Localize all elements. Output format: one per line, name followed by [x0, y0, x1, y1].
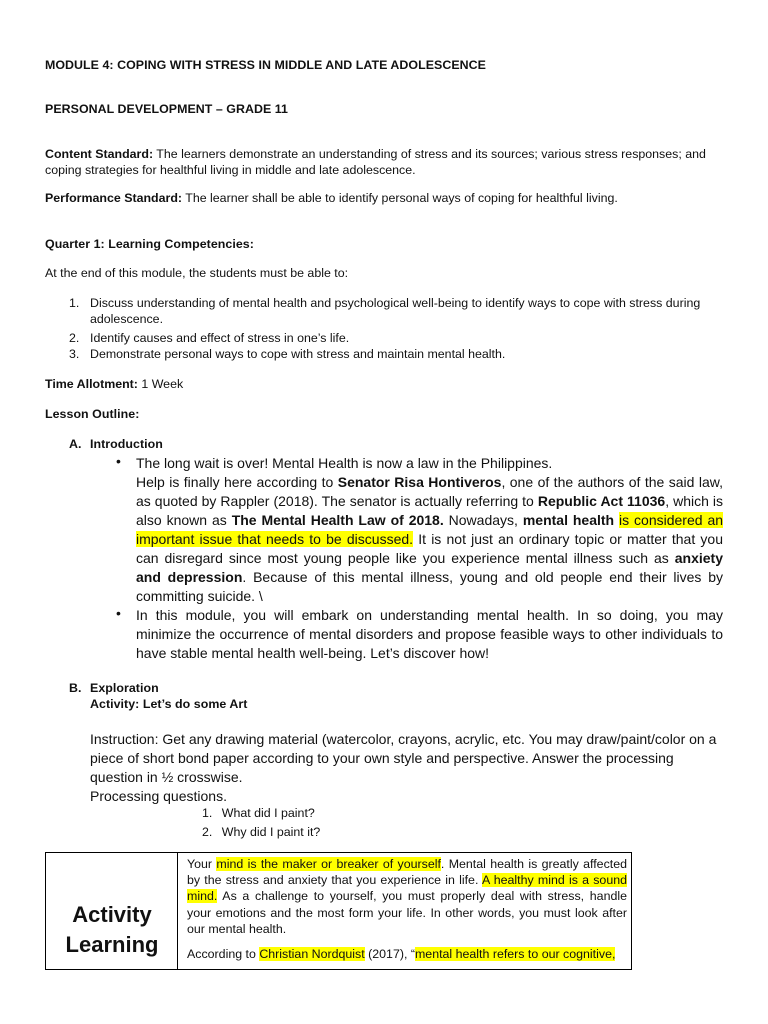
exploration-heading: Exploration [90, 681, 159, 695]
bold-term: anxiety and depression [136, 550, 723, 585]
text-run: According to [187, 947, 260, 962]
time-allotment-label: Time Allotment: [45, 377, 138, 391]
performance-standard-text: The learner shall be able to identify personal ways of coping for healthful living. [182, 191, 618, 205]
question-item [202, 825, 320, 841]
content-standard [45, 147, 721, 178]
list-number: 2. [202, 825, 213, 839]
instruction-text: Instruction: Get any drawing material (watercolor, crayons, acrylic, etc. You may draw/paint/color on a piece of short bond paper according to your own style and perspective. Answer the processing question in ½ crosswise. [90, 731, 717, 785]
time-allotment [45, 377, 183, 393]
box-paragraph [187, 856, 627, 937]
text-run: (2017), “ [364, 947, 415, 962]
bold-term: mental health [522, 512, 615, 528]
competencies-intro: At the end of this module, the students must be able to: [45, 266, 349, 280]
question-text: Why did I paint it? [221, 825, 321, 839]
title-line: Activity [72, 902, 152, 927]
republic-act: Republic Act 11036 [537, 493, 666, 509]
text-run: . Mental health is greatly affected by the stress and anxiety that you experience in life. [187, 857, 627, 888]
highlighted-text: Christian Nordquist [259, 947, 365, 962]
question-item [202, 806, 315, 822]
highlighted-text: is considered an important issue that needs to be discussed. [136, 512, 724, 547]
senator-name: Senator Risa Hontiveros [337, 474, 502, 490]
text-run: It is not just an ordinary topic or matter that you can disregard since most young people like you experience mental illness such as [136, 531, 723, 566]
highlighted-text: A healthy mind is a sound mind. [187, 873, 627, 904]
content-standard-text: The learners demonstrate an understanding of stress and its sources; various stress responses; and coping strategies for healthful living in middle and late adolescence. [45, 147, 706, 177]
text-run: As a challenge to yourself, you must properly deal with stress, handle your emotions and the most form your life. In other words, you must look after our mental health. [187, 889, 627, 936]
competency-item [69, 331, 721, 347]
activity-heading: Activity: Let’s do some Art [90, 697, 248, 711]
text-run: Nowadays, [443, 512, 523, 528]
competency-item [69, 347, 721, 363]
introduction-paragraph-2: In this module, you will embark on understanding mental health. In so doing, you may minimize the occurrence of mental disorders and propose feasible ways to other individuals to have stable mental health well-being. Let’s discover how! [136, 607, 723, 661]
lesson-outline-heading: Lesson Outline: [45, 407, 140, 421]
performance-standard-label: Performance Standard: [45, 191, 183, 205]
list-number: 2. [69, 331, 80, 345]
introduction-paragraph [136, 454, 723, 606]
list-number: 1. [202, 806, 213, 820]
introduction-heading: Introduction [90, 437, 163, 451]
activity-learning-box [45, 852, 632, 970]
text-run: . Because of this mental illness, young and old people end their lives by committing suicide. \ [136, 569, 724, 604]
list-number: 1. [69, 296, 80, 310]
text-run: , one of the authors of the said law, as quoted by Rappler (2018). The senator is actually referring to [136, 474, 723, 509]
box-paragraph [187, 946, 627, 962]
performance-standard [45, 191, 721, 207]
competencies-heading: Quarter 1: Learning Competencies: [45, 237, 254, 251]
section-letter: B. [69, 681, 82, 695]
processing-heading: Processing questions. [90, 788, 227, 804]
content-standard-label: Content Standard: [45, 147, 154, 161]
competency-text: Demonstrate personal ways to cope with stress and maintain mental health. [90, 347, 506, 361]
activity-learning-label-cell [46, 853, 178, 969]
introduction-body [136, 473, 723, 606]
competency-item [69, 296, 721, 327]
bullet-icon: • [116, 453, 121, 469]
highlighted-text: mind is the maker or breaker of yourself [216, 857, 441, 871]
bullet-icon: • [116, 605, 121, 621]
law-name: The Mental Health Law of 2018. [231, 512, 444, 528]
list-number: 3. [69, 347, 80, 361]
question-text: What did I paint? [221, 806, 315, 820]
text-run: Help is finally here according to [136, 474, 338, 490]
introduction-lead: The long wait is over! Mental Health is now a law in the Philippines. [136, 455, 553, 471]
course-title: PERSONAL DEVELOPMENT – GRADE 11 [45, 102, 288, 116]
section-letter: A. [69, 437, 82, 451]
activity-learning-content [187, 856, 627, 962]
module-title: MODULE 4: COPING WITH STRESS IN MIDDLE AND LATE ADOLESCENCE [45, 58, 486, 72]
title-line: Learning [65, 932, 159, 957]
time-allotment-value: 1 Week [137, 377, 184, 391]
activity-learning-title [46, 900, 178, 960]
competency-text: Discuss understanding of mental health and psychological well-being to identify ways to cope with stress during adolescence. [90, 296, 701, 326]
highlighted-text: mental health refers to our cognitive, [414, 947, 616, 962]
competency-text: Identify causes and effect of stress in one’s life. [90, 331, 350, 345]
text-run: Your [187, 857, 217, 871]
text-run: , which is also known as [136, 493, 723, 528]
